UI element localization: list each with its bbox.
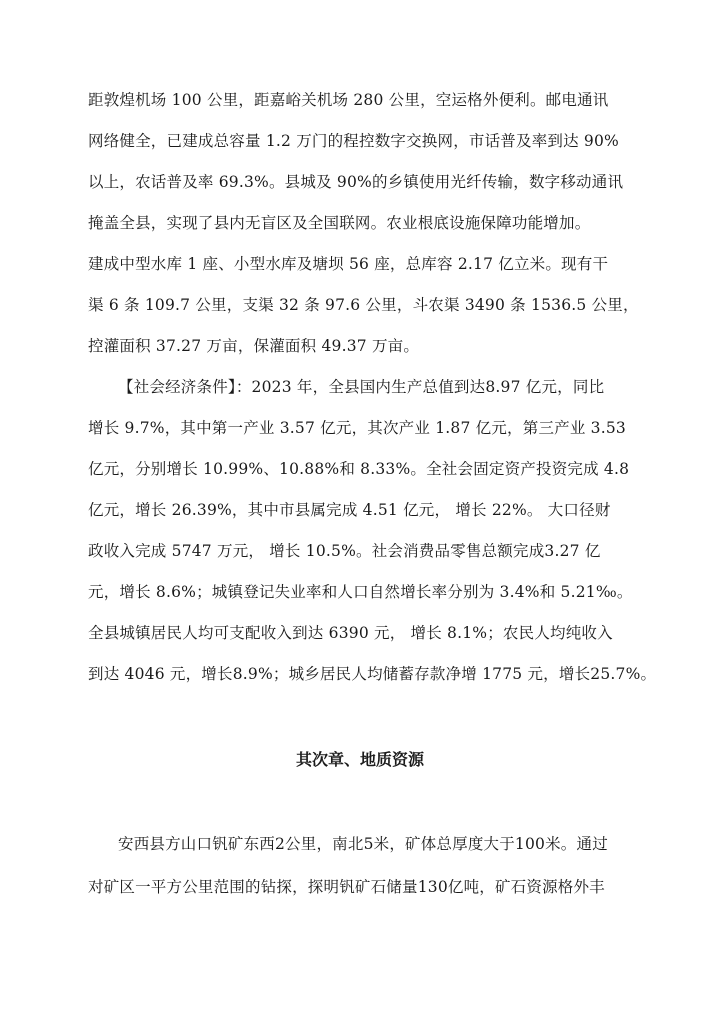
- text-line: 亿元，分别增长 10.99%、10.88%和 8.33%。全社会固定资产投资完成 4.8: [88, 460, 630, 478]
- text-line: 政收入完成 5747 万元， 增长 10.5%。社会消费品零售总额完成3.27 亿: [88, 542, 601, 560]
- text-line: 以上，农话普及率 69.3%。县城及 90%的乡镇使用光纤传输，数字移动通讯: [88, 173, 624, 191]
- text-line: 亿元，增长 26.39%，其中市县属完成 4.51 亿元， 增长 22%。 大口径财: [88, 501, 611, 519]
- text-line: 掩盖全县，实现了县内无盲区及全国联网。农业根底设施保障功能增加。: [88, 214, 591, 232]
- text-line: 建成中型水库 1 座、小型水库及塘坝 56 座，总库容 2.17 亿立米。现有干: [88, 255, 609, 273]
- text-line: 全县城镇居民人均可支配收入到达 6390 元， 增长 8.1%；农民人均纯收入: [88, 624, 613, 642]
- text-line: 元，增长 8.6%；城镇登记失业率和人口自然增长率分别为 3.4%和 5.21‰。: [88, 583, 633, 601]
- text-line: 增长 9.7%，其中第一产业 3.57 亿元，其次产业 1.87 亿元，第三产业 3.53: [88, 419, 626, 437]
- text-line: 安西县方山口钒矿东西2公里，南北5米，矿体总厚度大于100米。通过: [118, 835, 608, 853]
- text-line: 到达 4046 元，增长8.9%；城乡居民人均储蓄存款净增 1775 元，增长25.7%。: [88, 665, 657, 683]
- chapter-heading: 其次章、地质资源: [295, 750, 424, 769]
- text-line: 距敦煌机场 100 公里，距嘉峪关机场 280 公里，空运格外便利。邮电通讯: [88, 91, 609, 109]
- text-line: 网络健全，已建成总容量 1.2 万门的程控数字交换网，市话普及率到达 90%: [88, 132, 619, 150]
- text-line: 对矿区一平方公里范围的钻探，探明钒矿石储量130亿吨，矿石资源格外丰: [88, 878, 605, 896]
- text-line: 【社会经济条件】：2023 年，全县国内生产总值到达8.97 亿元，同比: [118, 378, 605, 396]
- text-line: 控灌面积 37.27 万亩，保灌面积 49.37 万亩。: [88, 337, 420, 355]
- text-line: 渠 6 条 109.7 公里，支渠 32 条 97.6 公里，斗农渠 3490 条 1536.5 公里，: [88, 296, 639, 314]
